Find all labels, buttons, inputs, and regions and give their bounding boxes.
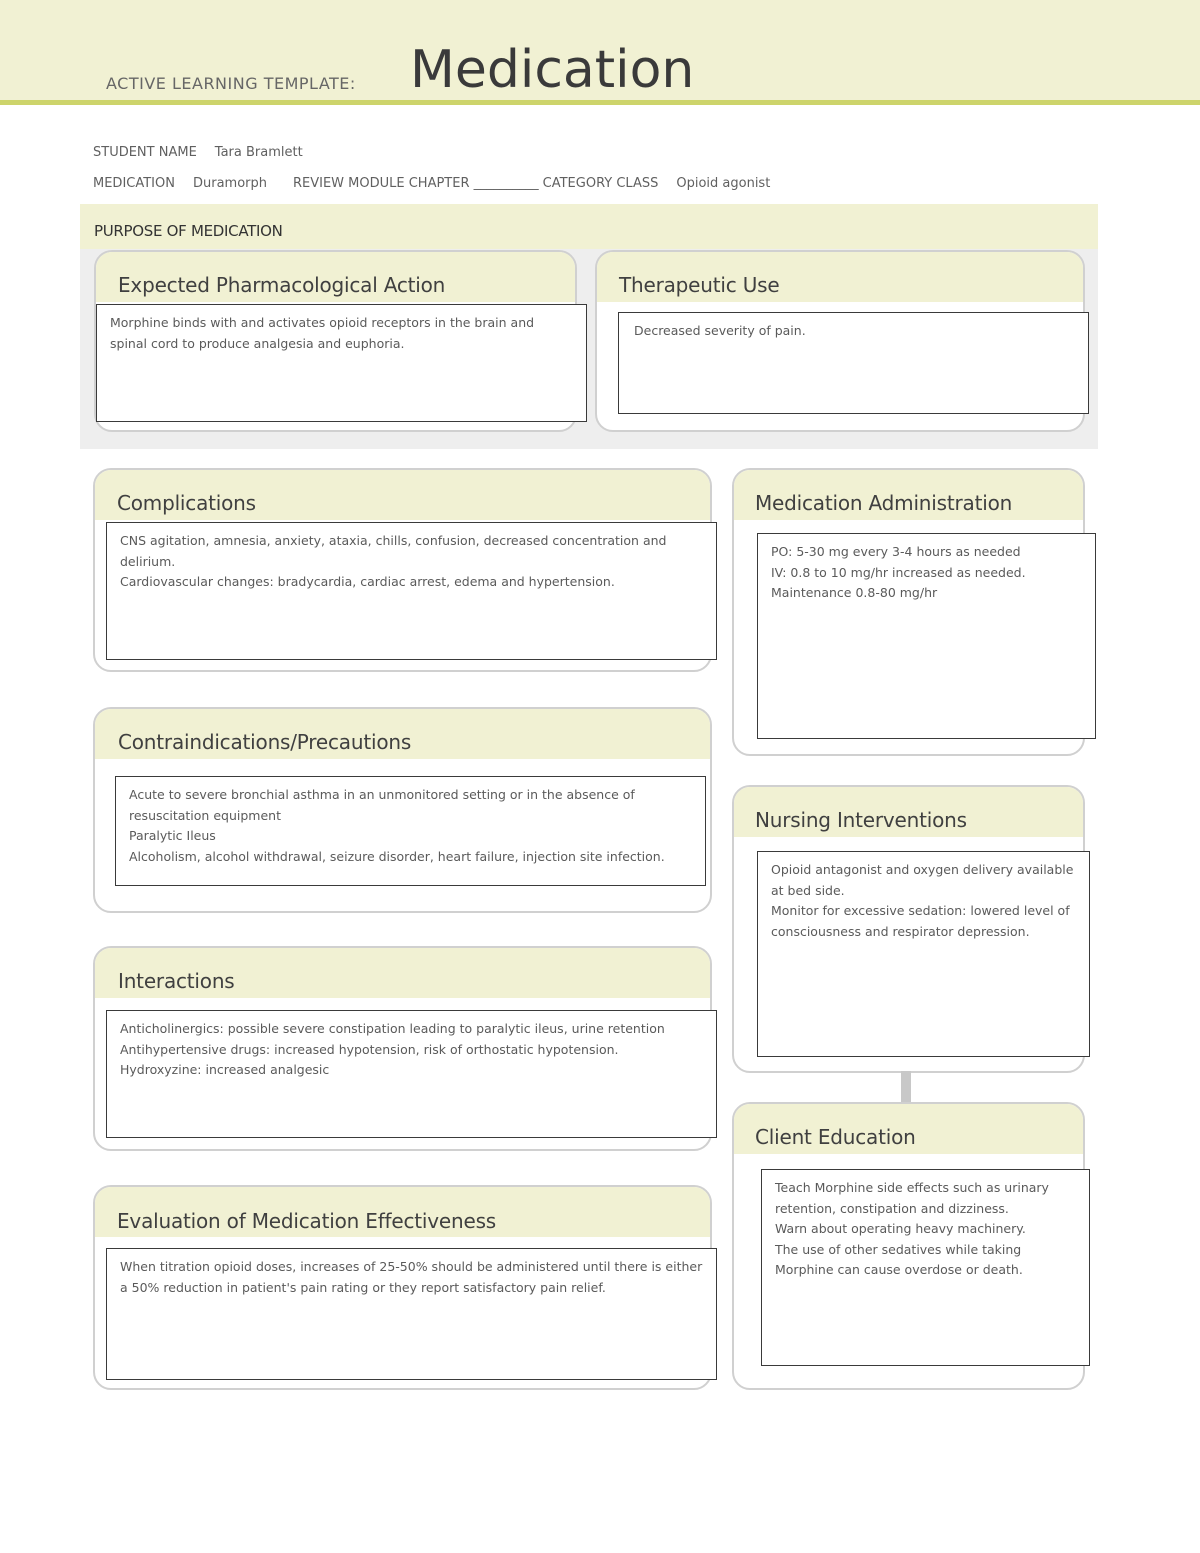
administration-line: IV: 0.8 to 10 mg/hr increased as needed. [771,564,1026,580]
category-value[interactable]: Opioid agonist [676,176,771,191]
medication-value[interactable]: Duramorph [192,176,267,191]
interactions-title: Interactions [118,969,235,993]
complications-line: Cardiovascular changes: bradycardia, cardiac arrest, edema and hypertension. [120,574,615,589]
administration-field[interactable] [757,533,1096,739]
medication-line [93,176,770,191]
interactions-field[interactable] [106,1010,717,1138]
contraindications-line: Alcoholism, alcohol withdrawal, seizure disorder, heart failure, injection site infection. [129,848,665,864]
header-rule [0,100,1200,105]
client-education-field[interactable] [761,1169,1090,1366]
contraindications-field[interactable] [115,776,706,886]
template-title: Medication [410,40,695,100]
nursing-line: Monitor for excessive sedation: lowered level of consciousness and respirator depression. [771,903,1070,939]
nursing-field[interactable] [757,851,1090,1057]
purpose-title: PURPOSE OF MEDICATION [94,222,283,240]
template-label: ACTIVE LEARNING TEMPLATE: [106,74,356,93]
nursing-line: Opioid antagonist and oxygen delivery available at bed side. [771,862,1074,898]
complications-field[interactable] [106,522,717,660]
contraindications-line: Paralytic Ileus [129,828,216,843]
student-line [93,145,303,160]
expected-action-title: Expected Pharmacological Action [118,273,446,297]
medication-label: MEDICATION [93,176,175,191]
expected-action-field[interactable] [96,304,587,422]
client-education-line: The use of other sedatives while taking Morphine can cause overdose or death. [775,1241,1023,1277]
student-name-value[interactable]: Tara Bramlett [214,145,303,160]
category-label: CATEGORY CLASS [542,176,659,191]
interactions-line: Antihypertensive drugs: increased hypotension, risk of orthostatic hypotension. [120,1041,619,1057]
therapeutic-use-title: Therapeutic Use [619,273,780,297]
client-education-line: Warn about operating heavy machinery. [775,1221,1026,1236]
contraindications-line: Acute to severe bronchial asthma in an unmonitored setting or in the absence of resuscitation equipment [129,787,635,823]
evaluation-field[interactable] [106,1248,717,1380]
evaluation-title: Evaluation of Medication Effectiveness [117,1209,497,1233]
connector-bar [901,1071,911,1103]
review-chapter-label: REVIEW MODULE CHAPTER __________ [292,176,539,191]
therapeutic-use-field[interactable] [618,312,1089,414]
client-education-title: Client Education [755,1125,916,1149]
administration-line: Maintenance 0.8-80 mg/hr [771,585,938,600]
administration-line: PO: 5-30 mg every 3-4 hours as needed [771,544,1021,559]
client-education-line: Teach Morphine side effects such as urinary retention, constipation and dizziness. [775,1180,1049,1216]
contraindications-title: Contraindications/Precautions [118,730,412,754]
expected-action-text: Morphine binds with and activates opioid receptors in the brain and spinal cord to produce analgesia and euphoria. [110,315,535,351]
administration-title: Medication Administration [755,491,1013,515]
nursing-title: Nursing Interventions [755,808,967,832]
interactions-line: Anticholinergics: possible severe constipation leading to paralytic ileus, urine retention [120,1021,665,1036]
complications-title: Complications [117,491,256,515]
student-name-label: STUDENT NAME [93,145,197,160]
interactions-line: Hydroxyzine: increased analgesic [120,1062,330,1077]
evaluation-text: When titration opioid doses, increases of 25-50% should be administered until there is either a 50% reduction in patient's pain rating or they report satisfactory pain relief. [120,1259,703,1295]
complications-line: CNS agitation, amnesia, anxiety, ataxia, chills, confusion, decreased concentration and delirium. [120,533,667,569]
therapeutic-use-text: Decreased severity of pain. [634,323,806,338]
